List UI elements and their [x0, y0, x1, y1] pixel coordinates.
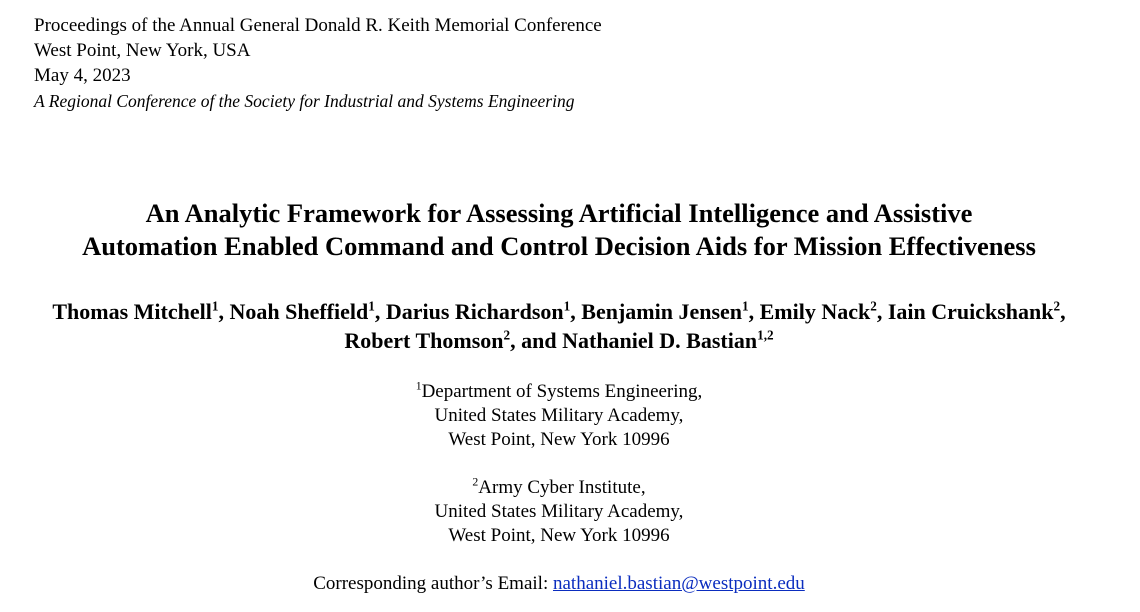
author-separator: ,: [374, 299, 386, 324]
affiliation-address: West Point, New York 10996: [448, 429, 670, 450]
author-affiliation-mark: 2: [1053, 298, 1061, 314]
author-affiliation-mark: 1: [742, 298, 749, 314]
author-affiliation-mark: 1: [368, 298, 375, 314]
author: [888, 299, 1060, 324]
author-affiliation-mark: 1: [211, 298, 219, 314]
author-separator: ,: [876, 299, 888, 324]
email-label: Corresponding author’s Email:: [313, 573, 553, 594]
author-separator: ,: [1060, 299, 1066, 324]
author-name: Thomas Mitchell: [52, 299, 212, 324]
affiliation-2: [0, 476, 1118, 548]
author-affiliation-mark: 1,2: [757, 327, 774, 343]
author: [760, 299, 877, 324]
paper-title: [0, 197, 1118, 263]
author-name: Emily Nack: [759, 299, 871, 324]
author-name: Noah Sheffield: [229, 299, 369, 324]
conference-subtitle: A Regional Conference of the Society for Industrial and Systems Engineering: [34, 91, 575, 111]
email-link[interactable]: nathaniel.bastian@westpoint.edu: [552, 573, 805, 594]
affiliation-1: [0, 380, 1118, 452]
affiliation-institution: United States Military Academy,: [434, 501, 684, 522]
proceedings-header: [34, 13, 602, 115]
author-name: Iain Cruickshank: [887, 299, 1054, 324]
author-affiliation-mark: 2: [503, 327, 511, 343]
author-name: Benjamin Jensen: [581, 299, 743, 324]
author: [581, 299, 748, 324]
author-affiliation-mark: 1: [563, 298, 571, 314]
author-name: Nathaniel D. Bastian: [562, 328, 758, 353]
conference-date: May 4, 2023: [34, 65, 131, 86]
author-affiliation-mark: 2: [870, 298, 877, 314]
paper-title-line-2: Automation Enabled Command and Control Decision Aids for Mission Effectiveness: [82, 231, 1036, 261]
paper-title-line-1: An Analytic Framework for Assessing Artificial Intelligence and Assistive: [145, 198, 973, 228]
corresponding-author: [0, 572, 1118, 596]
affiliation-department: Department of Systems Engineering,: [421, 381, 703, 402]
author-name: Robert Thomson: [344, 328, 504, 353]
affiliation-address: West Point, New York 10996: [448, 525, 670, 546]
affiliation-mark: 1: [415, 379, 422, 393]
author: [386, 299, 570, 324]
author: [229, 299, 374, 324]
author-name: Darius Richardson: [385, 299, 564, 324]
affiliation-mark: 2: [472, 475, 479, 489]
author-separator: , and: [510, 328, 563, 353]
author-list: [0, 297, 1118, 355]
affiliation-institution: United States Military Academy,: [434, 405, 684, 426]
author: [562, 328, 773, 353]
proceedings-name: Proceedings of the Annual General Donald R. Keith Memorial Conference: [34, 15, 602, 36]
affiliation-department: Army Cyber Institute,: [478, 477, 646, 498]
author: [344, 328, 510, 353]
author-separator: ,: [748, 299, 760, 324]
author: [52, 299, 218, 324]
author-separator: ,: [570, 299, 582, 324]
author-separator: ,: [218, 299, 230, 324]
conference-location: West Point, New York, USA: [34, 40, 251, 61]
